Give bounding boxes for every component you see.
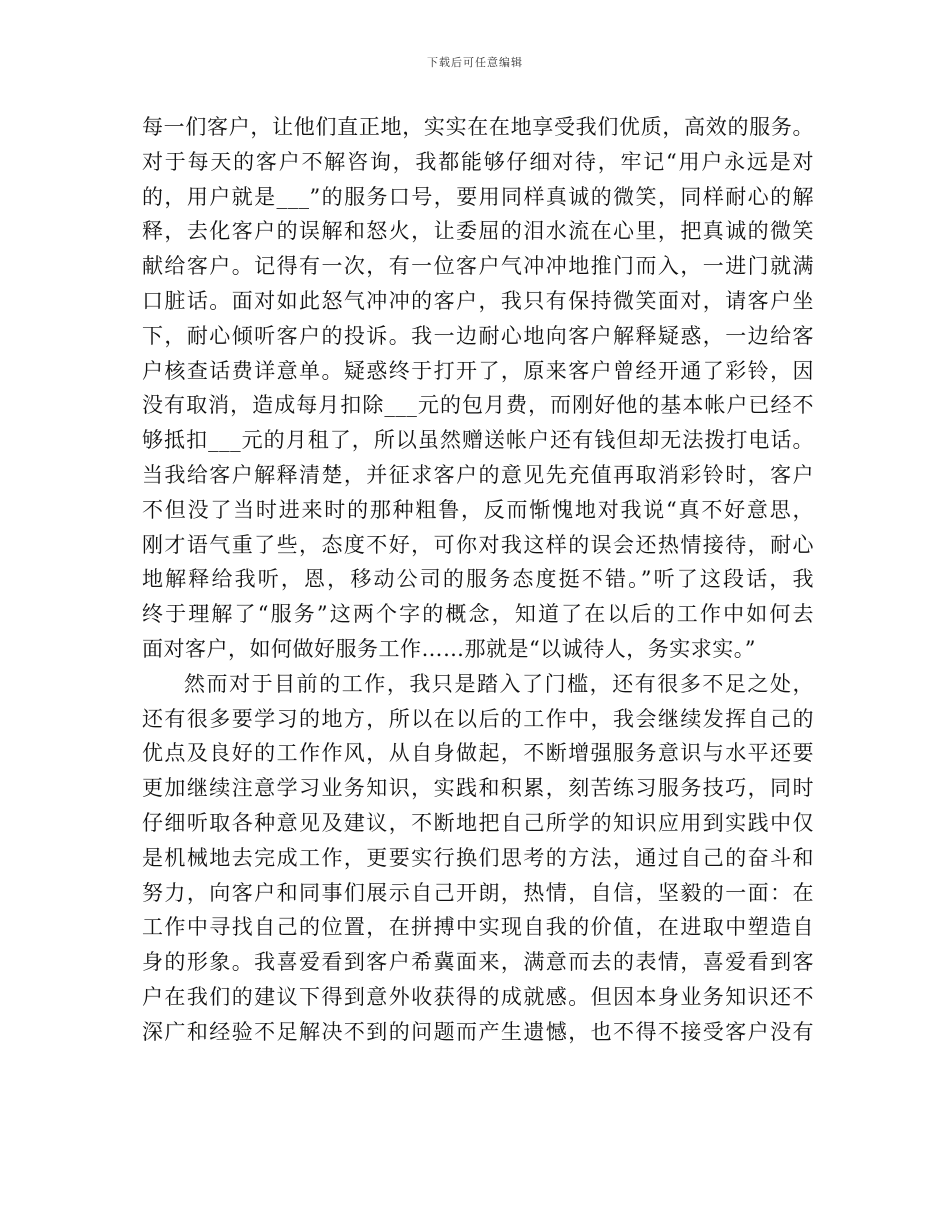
text-line: 不但没了当时进来时的那种粗鲁，反而惭愧地对我说“真不好意思，	[142, 497, 814, 522]
text-line: 下，耐心倾听客户的投诉。我一边耐心地向客户解释疑惑，一边给客	[142, 323, 814, 348]
text-line: 工作中寻找自己的位置，在拼搏中实现自我的价值，在进取中塑造自	[142, 915, 814, 940]
text-line: 更加继续注意学习业务知识，实践和积累，刻苦练习服务技巧，同时	[142, 776, 814, 801]
text-line: 的，用户就是___”的服务口号，要用同样真诚的微笑，同样耐心的解	[142, 184, 814, 209]
text-line: 对于每天的客户不解咨询，我都能够仔细对待，牢记“用户永远是对	[142, 149, 814, 174]
text-line: 终于理解了“服务”这两个字的概念，知道了在以后的工作中如何去	[142, 602, 814, 627]
text-line: 优点及良好的工作作风，从自身做起，不断增强服务意识与水平还要	[142, 741, 814, 766]
text-line: 努力，向客户和同事们展示自己开朗，热情，自信，坚毅的一面：在	[142, 880, 814, 905]
text-line: 每一们客户，让他们直正地，实实在在地享受我们优质，高效的服务。	[142, 115, 814, 139]
text-line: 口脏话。面对如此怒气冲冲的客户，我只有保持微笑面对，请客户坐	[142, 288, 814, 313]
text-line: 地解释给我听，恩，移动公司的服务态度挺不错。”听了这段话，我	[142, 567, 814, 592]
text-line: 当我给客户解释清楚，并征求客户的意见先充值再取消彩铃时，客户	[142, 462, 814, 487]
text-line: 深广和经验不足解决不到的问题而产生遗憾，也不得不接受客户没有	[142, 1019, 814, 1044]
text-line: 够抵扣___元的月租了，所以虽然赠送帐户还有钱但却无法拨打电话。	[142, 428, 814, 453]
text-line: 面对客户，如何做好服务工作……那就是“以诚待人，务实求实。”	[142, 636, 756, 661]
text-line: 没有取消，造成每月扣除___元的包月费，而刚好他的基本帐户已经不	[142, 393, 814, 418]
text-line: 还有很多要学习的地方，所以在以后的工作中，我会继续发挥自己的	[142, 706, 814, 731]
page-header-note: 下载后可任意编辑	[427, 56, 523, 69]
text-line: 释，去化客户的误解和怒火，让委屈的泪水流在心里，把真诚的微笑	[142, 219, 814, 244]
text-line: 身的形象。我喜爱看到客户希冀面来，满意而去的表情，喜爱看到客	[142, 950, 814, 975]
text-line: 献给客户。记得有一次，有一位客户气冲冲地推门而入，一进门就满	[142, 254, 814, 279]
text-line: 户核查话费详意单。疑惑终于打开了，原来客户曾经开通了彩铃，因	[142, 358, 814, 383]
document-body	[142, 110, 814, 1050]
text-line: 刚才语气重了些，态度不好，可你对我这样的误会还热情接待，耐心	[142, 532, 814, 557]
text-line: 仔细听取各种意见及建议，不断地把自己所学的知识应用到实践中仅	[142, 810, 814, 835]
text-line: 然而对于目前的工作，我只是踏入了门槛，还有很多不足之处，	[184, 671, 814, 696]
text-line: 是机械地去完成工作，更要实行换们思考的方法，通过自己的奋斗和	[142, 845, 814, 870]
text-line: 户在我们的建议下得到意外收获得的成就感。但因本身业务知识还不	[142, 984, 814, 1009]
